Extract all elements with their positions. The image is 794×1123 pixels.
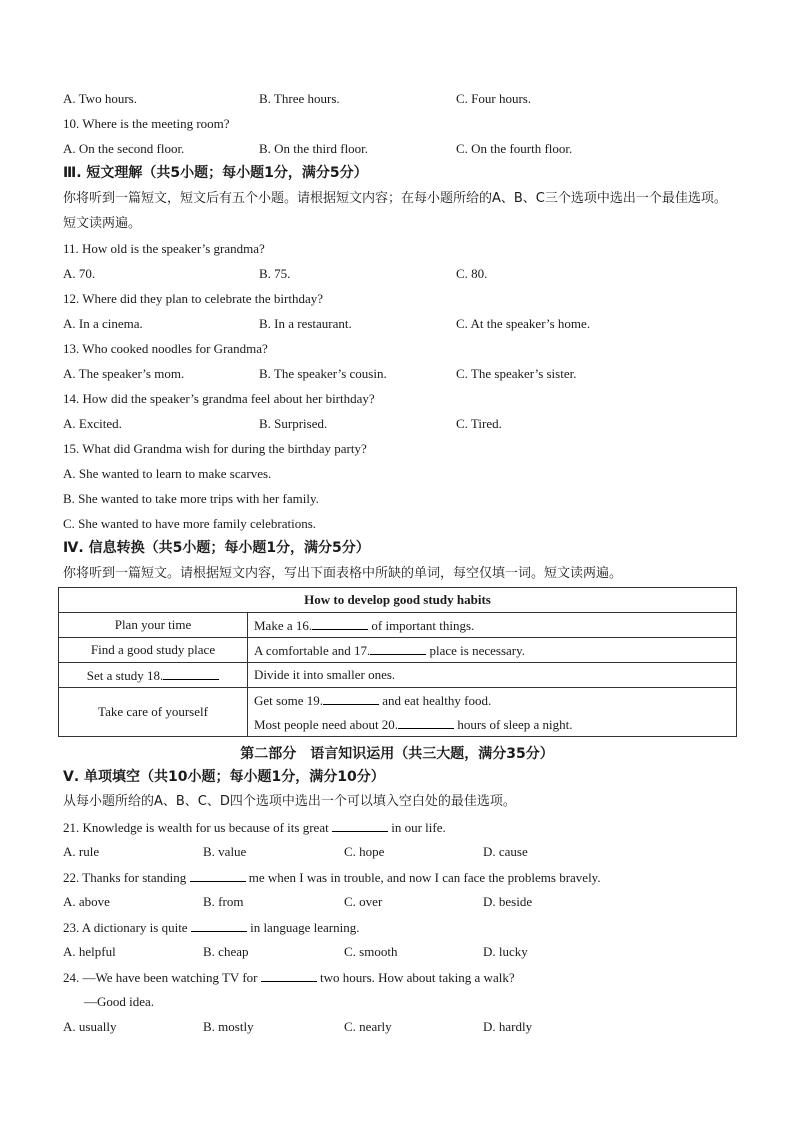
table-row-2-left: Find a good study place	[59, 638, 248, 663]
blank-23[interactable]	[191, 919, 247, 932]
table-row-3-left: Set a study 18.	[59, 663, 248, 688]
q11-stem: 11. How old is the speaker’s grandma?	[63, 241, 265, 256]
q12-stem: 12. Where did they plan to celebrate the birthday?	[63, 291, 324, 306]
q10-option-c: C. On the fourth floor.	[456, 141, 573, 156]
q13-option-c: C. The speaker’s sister.	[456, 366, 577, 381]
blank-18[interactable]	[163, 667, 219, 680]
q24-option-d: D. hardly	[483, 1019, 533, 1034]
q21-option-d: D. cause	[483, 844, 528, 859]
blank-20[interactable]	[398, 716, 454, 729]
table-row-4-right-1: Get some 19. and eat healthy food.	[248, 688, 737, 713]
q9-option-c: C. Four hours.	[456, 91, 532, 106]
q9-option-b: B. Three hours.	[259, 91, 340, 106]
blank-21[interactable]	[332, 819, 388, 832]
blank-16[interactable]	[312, 617, 368, 630]
q14-option-b: B. Surprised.	[259, 416, 328, 431]
section-4-instruction: 你将听到一篇短文。请根据短文内容，写出下面表格中所缺的单词，每空仅填一词。短文读两遍。	[63, 566, 623, 581]
q22-option-d: D. beside	[483, 894, 533, 909]
section-3-instruction: 你将听到一篇短文，短文后有五个小题。请根据短文内容；在每小题所给的A、B、C三个选项中选出一个最佳选项。短文读两遍。	[63, 191, 727, 231]
q14-stem: 14. How did the speaker’s grandma feel about her birthday?	[63, 391, 375, 406]
blank-24[interactable]	[261, 969, 317, 982]
q13-option-a: A. The speaker’s mom.	[63, 366, 185, 381]
q21-option-c: C. hope	[344, 844, 385, 859]
blank-19[interactable]	[323, 692, 379, 705]
q12-option-c: C. At the speaker’s home.	[456, 316, 591, 331]
q23-option-c: C. smooth	[344, 944, 398, 959]
q12-option-a: A. In a cinema.	[63, 316, 143, 331]
q15-stem: 15. What did Grandma wish for during the birthday party?	[63, 441, 367, 456]
q21-option-b: B. value	[203, 844, 247, 859]
q14-option-c: C. Tired.	[456, 416, 502, 431]
q15-option-b: B. She wanted to take more trips with her family.	[63, 491, 319, 506]
q14-option-a: A. Excited.	[63, 416, 122, 431]
q23-option-b: B. cheap	[203, 944, 249, 959]
q11-option-c: C. 80.	[456, 266, 488, 281]
q24-option-c: C. nearly	[344, 1019, 392, 1034]
q9-option-a: A. Two hours.	[63, 91, 137, 106]
section-5-heading: Ⅴ. 单项填空（共10小题；每小题1分，满分10分）	[63, 769, 385, 785]
q15-option-c: C. She wanted to have more family celebrations.	[63, 516, 317, 531]
q24-reply: —Good idea.	[84, 994, 155, 1009]
q11-option-a: A. 70.	[63, 266, 96, 281]
table-row-4-left: Take care of yourself	[59, 688, 248, 737]
table-row-4-right-2: Most people need about 20. hours of sleep a night.	[248, 712, 737, 737]
table-row-2-right: A comfortable and 17. place is necessary.	[248, 638, 737, 663]
part-2-heading: 第二部分 语言知识运用（共三大题，满分35分）	[240, 746, 554, 762]
q10-stem: 10. Where is the meeting room?	[63, 116, 230, 131]
blank-22[interactable]	[190, 869, 246, 882]
q22-stem: 22. Thanks for standing me when I was in trouble, and now I can face the problems bravely.	[63, 870, 601, 885]
q11-option-b: B. 75.	[259, 266, 291, 281]
q24-stem: 24. —We have been watching TV for two hours. How about taking a walk?	[63, 970, 515, 985]
q23-stem: 23. A dictionary is quite in language learning.	[63, 920, 360, 935]
q13-stem: 13. Who cooked noodles for Grandma?	[63, 341, 268, 356]
table-row-3-right: Divide it into smaller ones.	[248, 663, 737, 688]
table-title: How to develop good study habits	[59, 588, 737, 613]
table-row-1-right: Make a 16. of important things.	[248, 613, 737, 638]
section-5-instruction: 从每小题所给的A、B、C、D四个选项中选出一个可以填入空白处的最佳选项。	[63, 794, 516, 809]
table-row-1-left: Plan your time	[59, 613, 248, 638]
q21-option-a: A. rule	[63, 844, 100, 859]
q15-option-a: A. She wanted to learn to make scarves.	[63, 466, 272, 481]
q22-option-a: A. above	[63, 894, 110, 909]
q13-option-b: B. The speaker’s cousin.	[259, 366, 387, 381]
info-table	[58, 587, 737, 737]
q24-option-a: A. usually	[63, 1019, 117, 1034]
q22-option-c: C. over	[344, 894, 383, 909]
q10-option-b: B. On the third floor.	[259, 141, 369, 156]
q21-stem: 21. Knowledge is wealth for us because of its great in our life.	[63, 820, 446, 835]
q23-option-a: A. helpful	[63, 944, 116, 959]
blank-17[interactable]	[370, 642, 426, 655]
section-4-heading: Ⅳ. 信息转换（共5小题；每小题1分，满分5分）	[63, 540, 370, 556]
q12-option-b: B. In a restaurant.	[259, 316, 352, 331]
q24-option-b: B. mostly	[203, 1019, 254, 1034]
section-3-heading: Ⅲ. 短文理解（共5小题；每小题1分，满分5分）	[63, 165, 368, 181]
q22-option-b: B. from	[203, 894, 244, 909]
q23-option-d: D. lucky	[483, 944, 528, 959]
q10-option-a: A. On the second floor.	[63, 141, 185, 156]
